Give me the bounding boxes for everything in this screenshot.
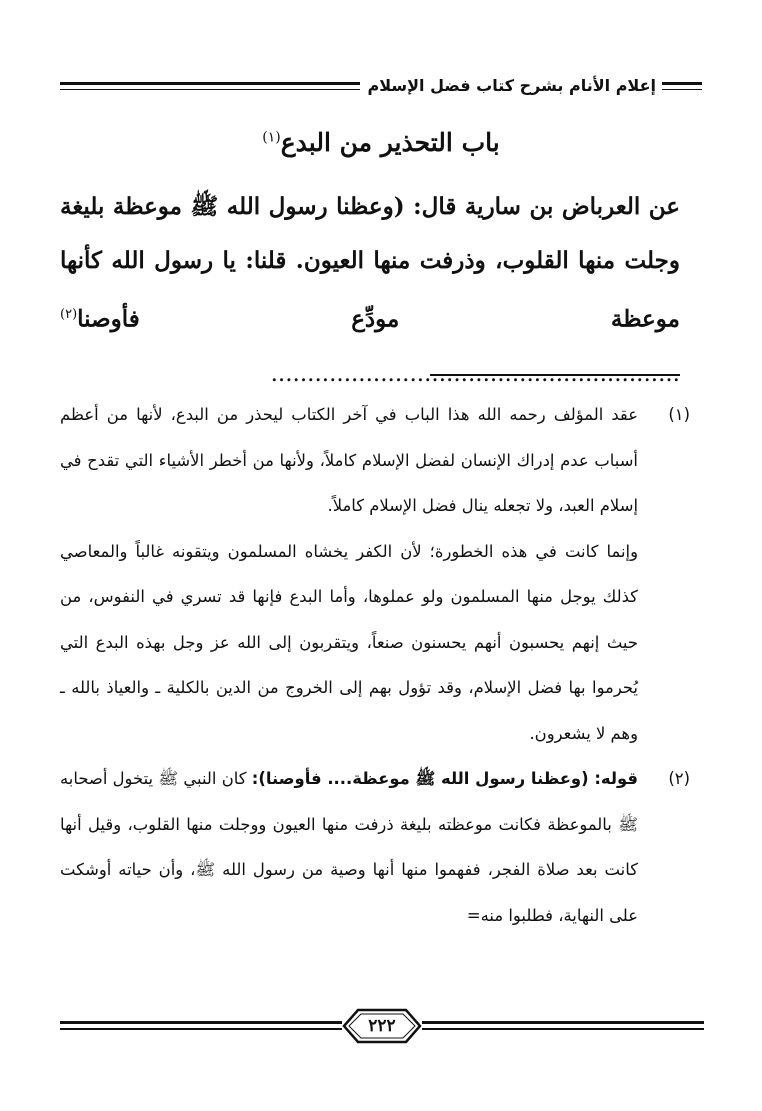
running-header xyxy=(60,74,702,98)
hadith-note-ref: (٢) xyxy=(60,307,78,322)
chapter-note-ref: (١) xyxy=(262,129,281,146)
hadith-text xyxy=(60,180,680,401)
chapter-title xyxy=(0,128,762,157)
page-footer xyxy=(60,1008,704,1044)
footnote-separator xyxy=(430,374,680,376)
footnote-paragraph xyxy=(60,756,638,938)
footnote-number: (٢) xyxy=(668,769,690,788)
footer-rule-right xyxy=(422,1021,704,1030)
header-rule-right xyxy=(662,82,702,90)
footnote-text: كان النبي ﷺ يتخول أصحابه ﷺ بالموعظة فكانت موعظته بليغة ذرفت منها العيون ووجلت منها القلوب، وقيل أنها كانت بعد صلاة الفجر، ففهموا منها أنها وصية من رسول الله ﷺ، وأن حياته أوشكت على النهاية، فطلبوا منه= xyxy=(60,769,638,925)
footnote-number: (١) xyxy=(668,405,690,424)
hadith-dots: ........................................................ xyxy=(270,360,680,387)
footer-rule-left xyxy=(60,1021,342,1030)
chapter-title-text: باب التحذير من البدع xyxy=(280,128,500,157)
footnotes xyxy=(60,392,690,938)
footnote-paragraph: وإنما كانت في هذه الخطورة؛ لأن الكفر يخشاه المسلمون ويتقونه غالباً والمعاصي كذلك يوجل منها المسلمون ولو عملوها، وأما البدع فإنها قد تسري في النفوس، من حيث إنهم يحسبون أنهم يحسنون صنعاً، ويتقربون إلى الله عز وجل بهذه البدع التي يُحرموا بها فضل الإسلام، وقد تؤول بهم إلى الخروج من الدين بالكلية ـ والعياذ بالله ـ وهم لا يشعرون. xyxy=(60,541,638,743)
header-rule-left xyxy=(60,82,360,90)
footnote-paragraph: عقد المؤلف رحمه الله هذا الباب في آخر الكتاب ليحذر من البدع، لأنها من أعظم أسباب عدم إدراك الإنسان لفضل الإسلام كاملاً، ولأنها من أخطر الأشياء التي تقدح في إسلام العبد، ولا تجعله ينال فضل الإسلام كاملاً. xyxy=(60,405,638,515)
footnote-body xyxy=(60,756,638,938)
page-number: ٢٢٢ xyxy=(368,1016,396,1036)
footnote-lead: قوله: (وعظنا رسول الله ﷺ موعظة.... فأوصنا): xyxy=(251,769,639,788)
hadith-body: عن العرباض بن سارية قال: (وعظنا رسول الله ﷺ موعظة بليغة وجلت منها القلوب، وذرفت منها العيون. قلنا: يا رسول الله كأنها موعظة مودِّع فأوصنا xyxy=(60,193,680,333)
footnote-body xyxy=(60,392,638,756)
footnote-1 xyxy=(60,392,690,756)
footnote-2 xyxy=(60,756,690,938)
header-title: إعلام الأنام بشرح كتاب فضل الإسلام xyxy=(367,76,656,95)
